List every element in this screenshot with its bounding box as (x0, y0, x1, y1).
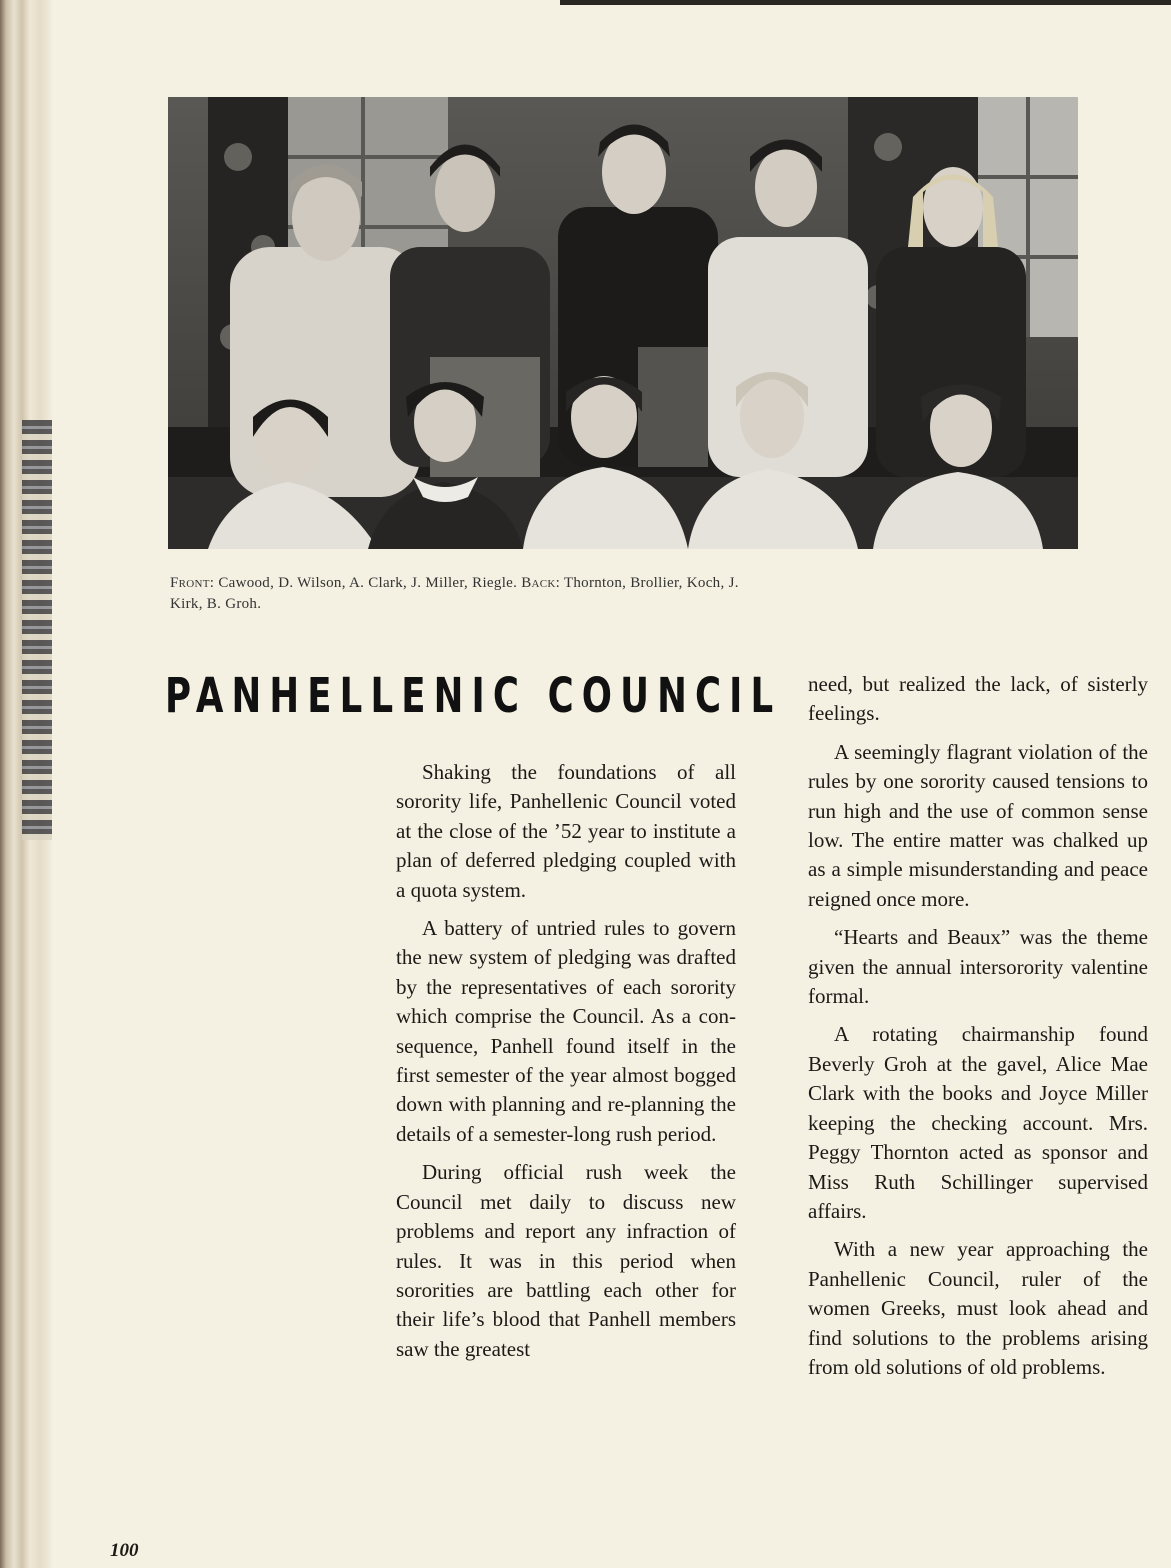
page-number: 100 (110, 1540, 139, 1561)
paragraph: With a new year approaching the Panhellenic Council, ruler of the women Greeks, must look ahead and find solutions to the problems arising from old solutions of old problems. (808, 1237, 1148, 1379)
book-spine (0, 0, 52, 1568)
paragraph: A battery of untried rules to govern the new system of pledging was drafted by the representatives of each sorority which comprise the Council. As a consequence, Panhell found itself in the first semester of the year almost bogged down with planning and re-planning the details of a semester-long rush period. (396, 916, 736, 1146)
caption-back-label: Back (521, 575, 556, 591)
paragraph: “Hearts and Beaux” was the theme given the annual intersorority valentine formal. (808, 925, 1148, 1009)
paragraph-continued: need, but realized the lack, of sisterly feelings. (808, 672, 1148, 726)
page-top-edge (560, 0, 1171, 5)
paragraph: A seemingly flagrant violation of the rules by one sorority caused tensions to run high and the use of common sense low. The entire matter was chalked up as a simple misunderstanding and peace reigned once more. (808, 739, 1148, 911)
group-photo-drawing (168, 97, 1078, 549)
paragraph: Shaking the foundations of all sorority life, Panhellenic Council voted at the close of the ’52 year to institute a plan of deferred pledging coupled with a quota system. (396, 760, 736, 902)
paragraph: During official rush week the Council met daily to discuss new problems and report any infraction of rules. It was in this period when sororities are battling each other for their life’s blood that Panhell members saw the greatest (396, 1160, 736, 1361)
caption-front-label: Front (170, 575, 210, 591)
spine-bookmark-strip (22, 420, 52, 840)
caption-back-names: : Thornton, Brollier, Koch, J. Kirk, B. Groh. (170, 575, 739, 612)
body-column-2 (808, 670, 1148, 1391)
body-column-1 (396, 758, 736, 1373)
photo-caption (170, 573, 770, 615)
caption-front-names: : Cawood, D. Wilson, A. Clark, J. Miller, Riegle. (209, 575, 522, 591)
page-title: PANHELLENIC COUNCIL (165, 668, 782, 724)
group-photo (168, 97, 1078, 549)
paragraph: A rotating chairmanship found Beverly Groh at the gavel, Alice Mae Clark with the books and Joyce Miller keeping the checking account. Mrs. Peggy Thornton acted as sponsor and Miss Ruth Schillinger supervised affairs. (808, 1022, 1148, 1223)
